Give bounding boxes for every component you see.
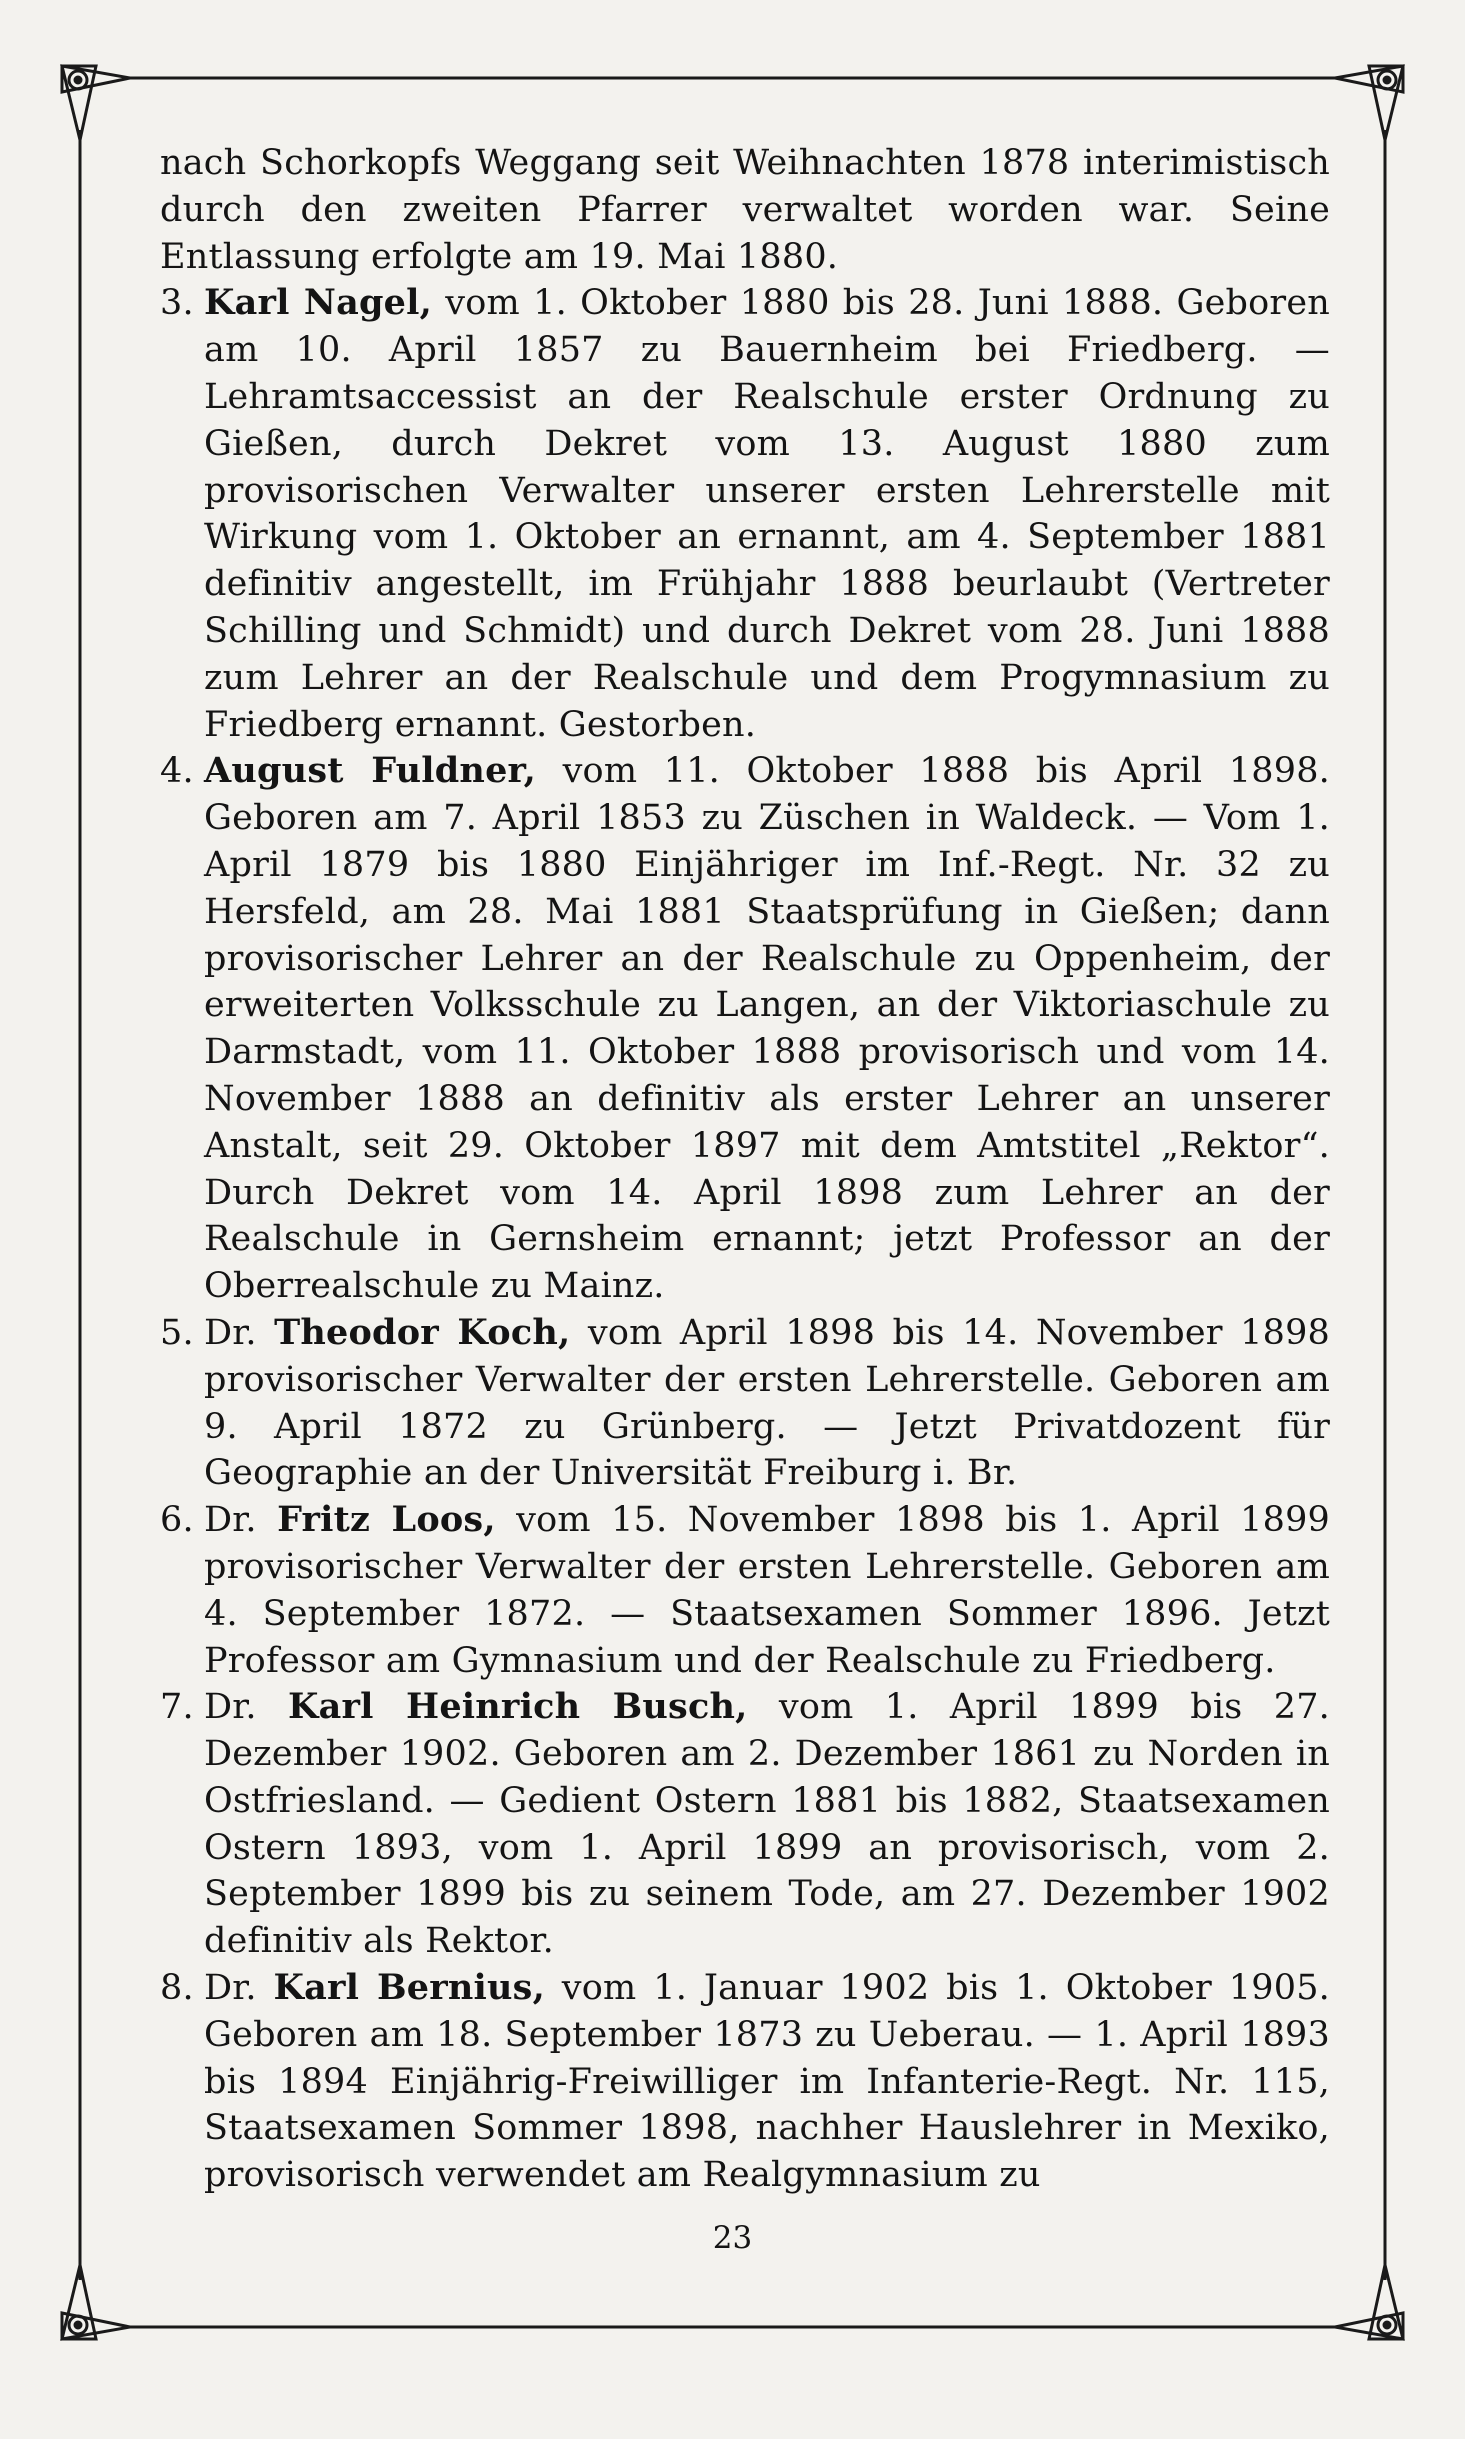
entry-title: Dr.: [204, 1500, 257, 1541]
entry-title: Dr.: [204, 1312, 257, 1353]
entry-5: [160, 1310, 1330, 1497]
corner-ornament-bottom-left: [62, 2265, 130, 2339]
entry-number: 3.: [160, 283, 194, 324]
entry-number: 4.: [160, 751, 194, 792]
entry-text: vom 1. Januar 1902 bis 1. Oktober 1905. Geboren am 18. September 1873 zu Ueberau. — 1. April 1893 bis 1894 Einjährig-Freiwilliger im Infanterie-Regt. Nr. 115, Staatsexamen Sommer 1898, nachher Hauslehrer in Mexiko, provisorisch verwendet am Realgymnasium zu: [204, 1968, 1330, 2196]
entry-3: [160, 280, 1330, 748]
entry-name: Karl Nagel,: [204, 282, 433, 324]
entry-7: [160, 1684, 1330, 1965]
entry-text: vom 1. Oktober 1880 bis 28. Juni 1888. Geboren am 10. April 1857 zu Bauernheim bei Friedberg. — Lehramtsaccessist an der Realschule erster Ordnung zu Gießen, durch Dekret vom 13. August 1880 zum provisorischen Verwalter unserer ersten Lehrerstelle mit Wirkung vom 1. Oktober an ernannt, am 4. September 1881 definitiv angestellt, im Frühjahr 1888 beurlaubt (Vertreter Schilling und Schmidt) und durch Dekret vom 28. Juni 1888 zum Lehrer an der Realschule und dem Progymnasium zu Friedberg ernannt. Gestorben.: [204, 283, 1331, 745]
corner-ornament-bottom-right: [1335, 2265, 1403, 2339]
entry-text: vom 15. November 1898 bis 1. April 1899 provisorischer Verwalter der ersten Lehrerstelle. Geboren am 4. September 1872. — Staatsexamen Sommer 1896. Jetzt Professor am Gymnasium und der Realschule zu Friedberg.: [204, 1500, 1331, 1681]
entry-6: [160, 1497, 1330, 1684]
entry-text: vom 11. Oktober 1888 bis April 1898. Geboren am 7. April 1853 zu Züschen in Waldeck. — Vom 1. April 1879 bis 1880 Einjähriger im Inf.-Regt. Nr. 32 zu Hersfeld, am 28. Mai 1881 Staatsprüfung in Gießen; dann provisorischer Lehrer an der Realschule zu Oppenheim, der erweiterten Volksschule zu Langen, an der Viktoriaschule zu Darmstadt, vom 11. Oktober 1888 provisorisch und vom 14. November 1888 an definitiv als erster Lehrer an unserer Anstalt, seit 29. Oktober 1897 mit dem Amtstitel „Rektor“. Durch Dekret vom 14. April 1898 zum Lehrer an der Realschule in Gernsheim ernannt; jetzt Professor an der Oberrealschule zu Mainz.: [204, 751, 1330, 1307]
entry-number: 8.: [160, 1968, 194, 2009]
corner-ornament-top-left: [62, 66, 130, 140]
intro-paragraph: nach Schorkopfs Weggang seit Weihnachten 1878 interimistisch durch den zweiten Pfarrer verwaltet worden war. Seine Entlassung erfolgte am 19. Mai 1880.: [160, 143, 1330, 277]
entry-text: vom 1. April 1899 bis 27. Dezember 1902. Geboren am 2. Dezember 1861 zu Norden in Ostfriesland. — Gedient Ostern 1881 bis 1882, Staatsexamen Ostern 1893, vom 1. April 1899 an provisorisch, vom 2. September 1899 bis zu seinem Tode, am 27. Dezember 1902 definitiv als Rektor.: [204, 1687, 1331, 1962]
corner-ornament-top-right: [1335, 66, 1403, 140]
entry-4: [160, 748, 1330, 1310]
entry-8: [160, 1965, 1330, 2199]
entry-number: 7.: [160, 1687, 194, 1728]
entry-title: Dr.: [204, 1687, 257, 1728]
entry-name: Karl Bernius,: [273, 1967, 545, 2009]
entry-title: Dr.: [204, 1968, 257, 2009]
entry-number: 5.: [160, 1312, 194, 1353]
entry-name: Theodor Koch,: [274, 1311, 571, 1353]
entry-number: 6.: [160, 1500, 194, 1541]
entry-text: vom April 1898 bis 14. November 1898 provisorischer Verwalter der ersten Lehrerstelle. Geboren am 9. April 1872 zu Grünberg. — Jetzt Privatdozent für Geographie an der Universität Freiburg i. Br.: [204, 1312, 1331, 1494]
entry-name: August Fuldner,: [204, 750, 537, 792]
entry-name: Fritz Loos,: [277, 1499, 496, 1541]
page-number: 23: [712, 2220, 753, 2256]
entry-name: Karl Heinrich Busch,: [288, 1686, 748, 1728]
page-body: [160, 140, 1330, 2199]
